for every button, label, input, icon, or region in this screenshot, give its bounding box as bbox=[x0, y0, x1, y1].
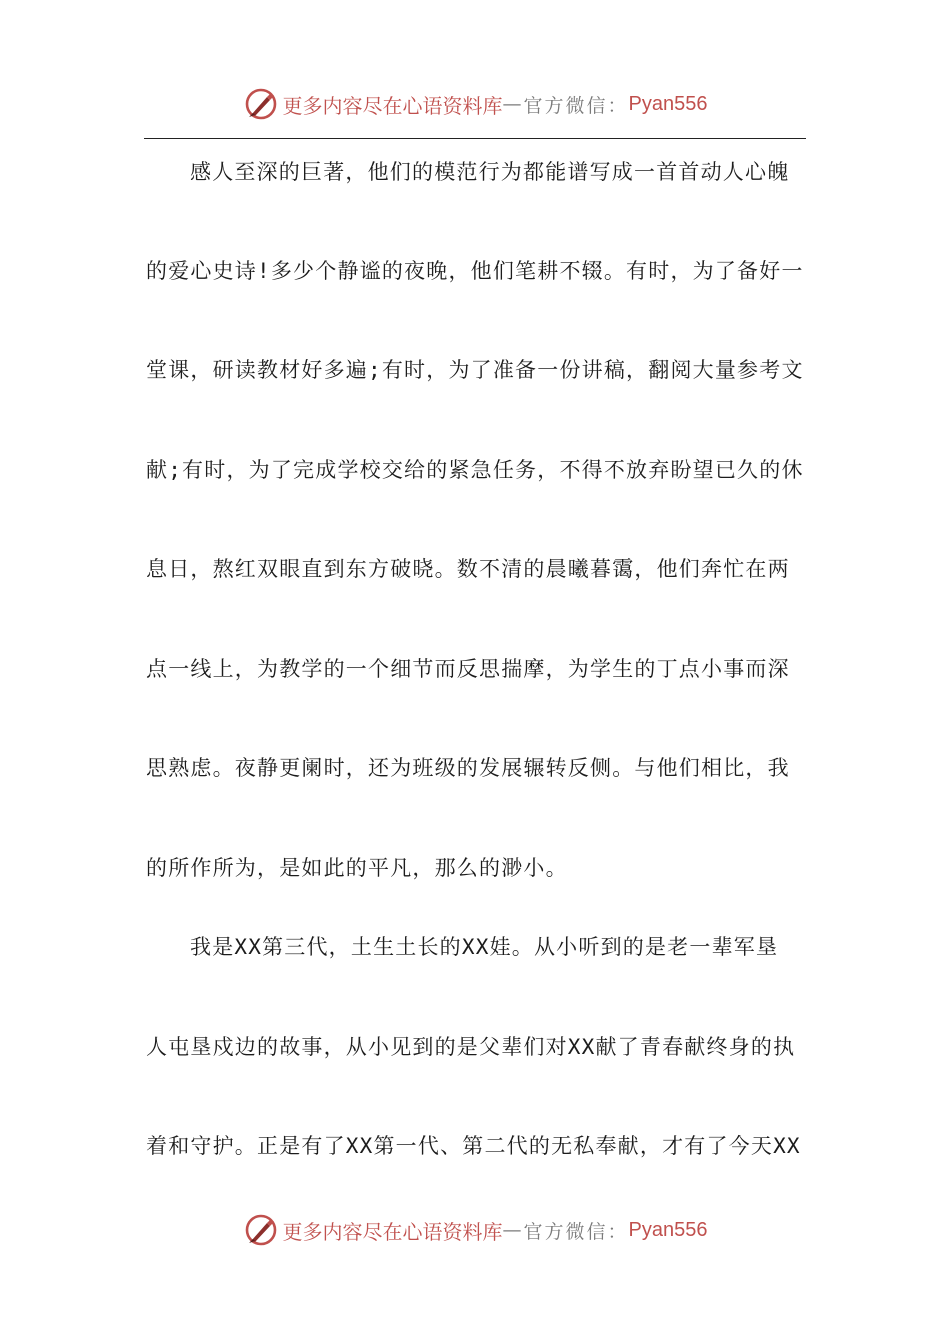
pen-circle-logo-icon bbox=[243, 1212, 279, 1248]
banner-dash: — bbox=[502, 1219, 524, 1241]
text-line: 点一线上，为教学的一个细节而反思揣摩，为学生的丁点小事而深 bbox=[146, 657, 790, 681]
text-line: 的所作所为，是如此的平凡，那么的渺小。 bbox=[146, 856, 568, 880]
site-name: 更多内容尽在心语资料库 bbox=[282, 1219, 503, 1244]
wechat-id: Pyan556 bbox=[628, 1218, 708, 1241]
text-line: 献;有时，为了完成学校交给的紧急任务，不得不放弃盼望已久的休 bbox=[146, 458, 804, 482]
text-line: 感人至深的巨著，他们的模范行为都能谱写成一首首动人心魄 bbox=[190, 160, 790, 184]
pen-circle-logo-icon bbox=[243, 86, 279, 122]
text-line: 人屯垦戍边的故事，从小见到的是父辈们对XX献了青春献终身的执 bbox=[146, 1035, 796, 1059]
wechat-id: Pyan556 bbox=[628, 92, 708, 115]
text-line: 思熟虑。夜静更阑时，还为班级的发展辗转反侧。与他们相比，我 bbox=[146, 756, 790, 780]
site-name: 更多内容尽在心语资料库 bbox=[282, 93, 503, 118]
text-line: 着和守护。正是有了XX第一代、第二代的无私奉献，才有了今天XX bbox=[146, 1134, 801, 1158]
wechat-label: 官方微信： bbox=[523, 94, 629, 117]
header-divider bbox=[144, 138, 806, 139]
text-line: 息日，熬红双眼直到东方破晓。数不清的晨曦暮霭，他们奔忙在两 bbox=[146, 557, 790, 581]
footer-banner bbox=[0, 1208, 950, 1252]
text-line: 堂课，研读教材好多遍;有时，为了准备一份讲稿，翻阅大量参考文 bbox=[146, 358, 804, 382]
banner-dash: — bbox=[502, 93, 524, 115]
text-line: 的爱心史诗!多少个静谧的夜晚，他们笔耕不辍。有时，为了备好一 bbox=[146, 259, 804, 283]
wechat-label: 官方微信： bbox=[523, 1220, 629, 1243]
text-line: 我是XX第三代，土生土长的XX娃。从小听到的是老一辈军垦 bbox=[190, 935, 779, 959]
header-banner bbox=[0, 82, 950, 126]
